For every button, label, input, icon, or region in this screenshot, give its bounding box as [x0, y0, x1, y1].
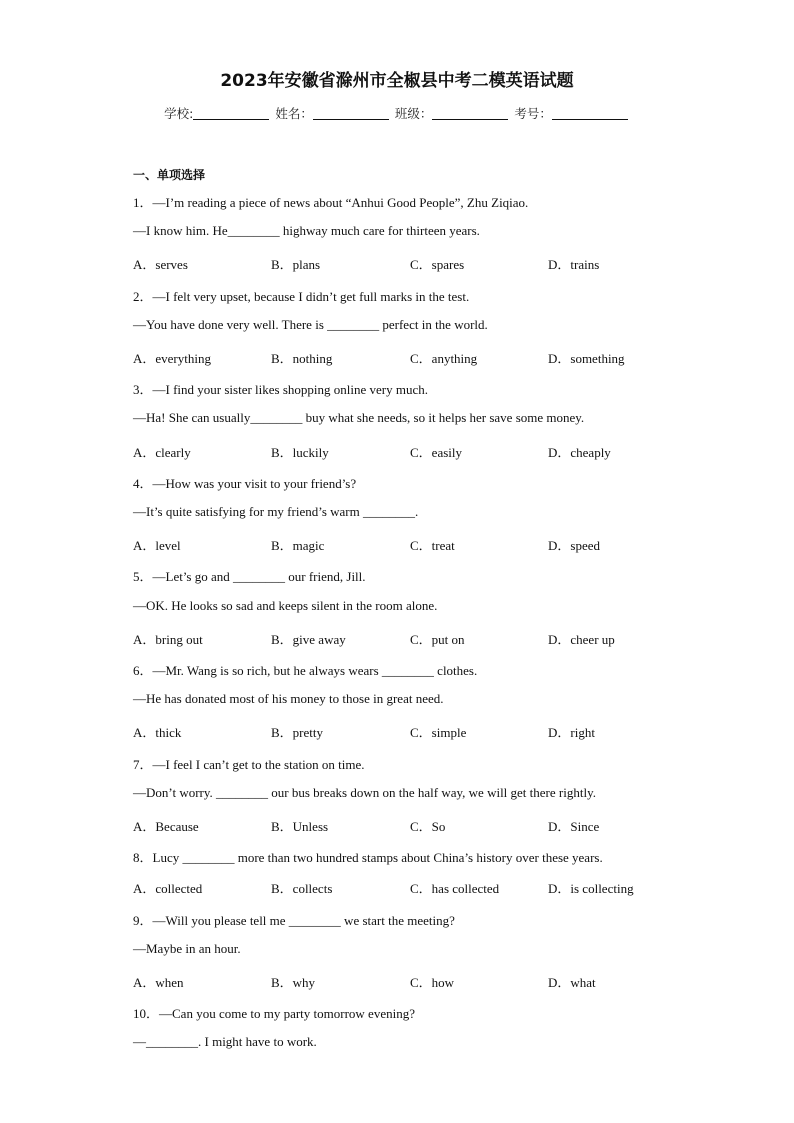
question-stem: 9．—Will you please tell me ________ we start the meeting? — [133, 912, 455, 928]
question-response: —He has donated most of his money to those in great need. — [133, 691, 444, 707]
answer-option-b[interactable]: B．why — [271, 975, 316, 990]
answer-option-b[interactable]: B．magic — [271, 538, 325, 554]
answer-option-c[interactable]: C．anything — [410, 351, 478, 366]
answer-option-b[interactable]: B．plans — [271, 257, 321, 273]
question-response: —Maybe in an hour. — [133, 940, 241, 956]
answer-option-c[interactable]: C．has collected — [410, 881, 500, 897]
answer-option-b[interactable]: B．pretty — [271, 725, 323, 741]
question-response: —It’s quite satisfying for my friend’s warm ________. — [133, 504, 419, 519]
answer-option-b[interactable]: B．collects — [271, 881, 333, 897]
question-stem: 6．—Mr. Wang is so rich, but he always wears ________ clothes. — [133, 663, 478, 678]
question-stem: 10．—Can you come to my party tomorrow evening? — [133, 1006, 415, 1022]
answer-option-c[interactable]: C．simple — [410, 725, 467, 741]
answer-option-d[interactable]: D．what — [548, 975, 596, 990]
question-response: —________. I might have to work. — [133, 1034, 317, 1050]
answer-option-d[interactable]: D．right — [548, 725, 595, 741]
answer-option-b[interactable]: B．luckily — [271, 444, 329, 460]
answer-option-a[interactable]: A．collected — [133, 881, 203, 897]
section-title: 一、单项选择 — [133, 168, 206, 182]
answer-option-a[interactable]: A．when — [133, 975, 184, 990]
field-school-label: 学校: — [164, 106, 194, 121]
answer-option-b[interactable]: B．give away — [271, 631, 346, 647]
answer-option-d[interactable]: D．is collecting — [548, 881, 634, 897]
answer-option-a[interactable]: A．thick — [133, 725, 182, 741]
field-exam-number-blank — [552, 107, 628, 120]
answer-option-c[interactable]: C．treat — [410, 538, 455, 554]
answer-option-c[interactable]: C．So — [410, 819, 446, 834]
answer-option-b[interactable]: B．nothing — [271, 351, 333, 366]
answer-option-a[interactable]: A．serves — [133, 257, 188, 273]
answer-option-d[interactable]: D．cheer up — [548, 631, 615, 647]
answer-option-d[interactable]: D．speed — [548, 538, 600, 554]
field-name-label: 姓名： — [275, 106, 313, 121]
student-info-row — [0, 104, 794, 122]
answer-option-a[interactable]: A．level — [133, 538, 181, 554]
answer-option-c[interactable]: C．easily — [410, 444, 462, 460]
answer-option-c[interactable]: C．how — [410, 975, 455, 990]
document-title: 2023年安徽省滁州市全椒县中考二模英语试题 — [220, 71, 574, 91]
question-response: —OK. He looks so sad and keeps silent in the room alone. — [133, 597, 438, 613]
question-response: —I know him. He________ highway much care for thirteen years. — [133, 223, 480, 239]
question-stem: 1．—I’m reading a piece of news about “Anhui Good People”, Zhu Ziqiao. — [133, 195, 529, 210]
answer-option-c[interactable]: C．put on — [410, 631, 465, 647]
field-class-label: 班级： — [394, 106, 433, 121]
answer-option-d[interactable]: D．cheaply — [548, 444, 611, 460]
answer-option-a[interactable]: A．bring out — [133, 631, 203, 647]
question-stem: 7．—I feel I can’t get to the station on time. — [133, 756, 365, 772]
answer-option-c[interactable]: C．spares — [410, 257, 465, 273]
answer-option-b[interactable]: B．Unless — [271, 819, 329, 834]
question-stem: 4．—How was your visit to your friend’s? — [133, 475, 357, 491]
answer-option-d[interactable]: D．trains — [548, 257, 600, 273]
answer-option-a[interactable]: A．Because — [133, 819, 199, 834]
question-stem: 2．—I felt very upset, because I didn’t get full marks in the test. — [133, 288, 470, 304]
question-response: —Ha! She can usually________ buy what she needs, so it helps her save some money. — [133, 410, 585, 426]
answer-option-a[interactable]: A．clearly — [133, 444, 191, 460]
answer-option-d[interactable]: D．Since — [548, 819, 600, 834]
field-class-blank — [432, 107, 508, 120]
field-school-blank — [193, 107, 269, 120]
answer-option-d[interactable]: D．something — [548, 351, 625, 366]
field-exam-number-label: 考号： — [514, 106, 552, 121]
field-name-blank — [313, 107, 389, 120]
question-response: —Don’t worry. ________ our bus breaks down on the half way, we will get there rightly. — [133, 784, 596, 800]
question-stem: 8．Lucy ________ more than two hundred stamps about China’s history over these years. — [133, 850, 603, 866]
question-stem: 5．—Let’s go and ________ our friend, Jill. — [133, 569, 366, 585]
question-stem: 3．—I find your sister likes shopping online very much. — [133, 382, 428, 398]
answer-option-a[interactable]: A．everything — [133, 351, 211, 366]
question-response: —You have done very well. There is ________ perfect in the world. — [133, 316, 488, 332]
